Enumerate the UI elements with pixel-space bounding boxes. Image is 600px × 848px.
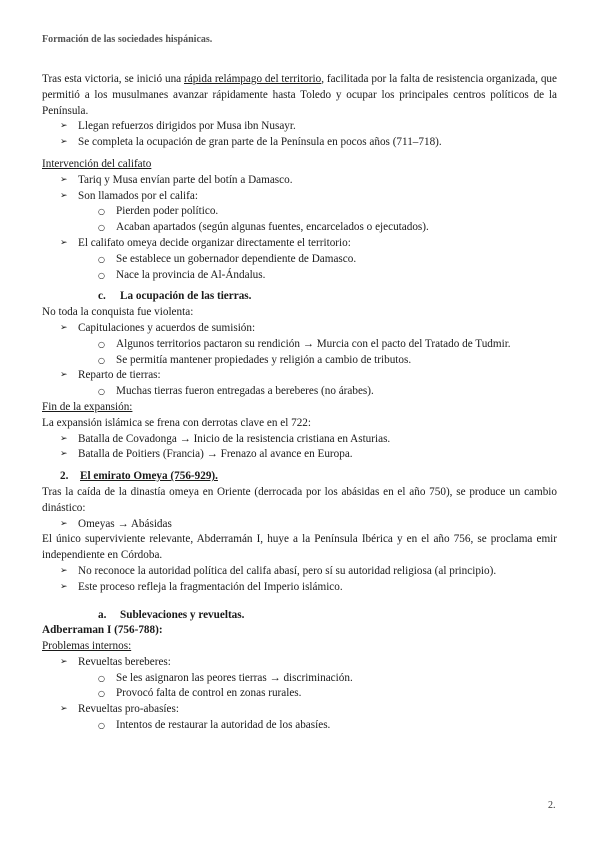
list-item: ➢ El califato omeya decide organizar directamente el territorio: [42,236,557,252]
list-item: ➢ Batalla de Covadonga → Inicio de la resistencia cristiana en Asturias. [42,432,557,448]
ocupacion-intro: No toda la conquista fue violenta: [42,306,194,319]
list-item: ➢ Llegan refuerzos dirigidos por Musa ibn Nusayr. [42,119,557,135]
circle-bullet-icon: ○ [98,689,105,699]
intro-paragraph [42,72,557,119]
sub-list-item: ○ Intentos de restaurar la autoridad de los abasíes. [42,718,557,734]
list-item: ➢ Omeyas → Abásidas [42,517,557,533]
arrow-bullet-icon: ➢ [60,137,68,148]
problems-subtitle: Problemas internos: [42,640,132,653]
list-item: ➢ Se completa la ocupación de gran parte de la Península en pocos años (711–718). [42,135,557,151]
arrow-bullet-icon: ➢ [60,656,68,667]
intro-text-after: , facilitada por la falta de resistencia organizada, que permitió a los musulmanes avanzar rápidamente hasta Toledo y ocupar los principales centros políticos de la Península. [42,73,557,117]
document-body [42,72,557,734]
arrow-bullet-icon: ➢ [60,518,68,529]
emirato-paragraph-1: Tras la caída de la dinastía omeya en Oriente (derrocada por los abásidas en el año 750), se produce un cambio dinástico: [42,485,557,514]
section-heading-sublevaciones: a. Sublevaciones y revueltas. [98,608,245,621]
circle-bullet-icon: ○ [98,207,105,217]
circle-bullet-icon: ○ [98,254,105,264]
circle-bullet-icon: ○ [98,355,105,365]
list-item: ➢ No reconoce la autoridad política del califa abasí, pero sí su autoridad religiosa (al principio). [42,564,557,580]
arrow-bullet-icon: ➢ [60,704,68,715]
fin-subtitle: Fin de la expansión: [42,400,133,413]
arrow-bullet-icon: ➢ [60,581,68,592]
califato-subtitle: Intervención del califato [42,157,152,170]
sub-list-item: ○ Provocó falta de control en zonas rurales. [42,686,557,702]
intro-underlined-text: rápida relámpago del territorio [184,73,322,85]
circle-bullet-icon: ○ [98,387,105,397]
list-item: ➢ Tariq y Musa envían parte del botín a Damasco. [42,173,557,189]
intro-text-before: Tras esta victoria, se inició una [42,73,184,85]
arrow-bullet-icon: ➢ [60,433,68,444]
sub-list-item: ○ Muchas tierras fueron entregadas a bereberes (no árabes). [42,384,557,400]
section-heading-emirato: 2. El emirato Omeya (756-929). [60,470,218,483]
sub-list-item: ○ Se permitía mantener propiedades y religión a cambio de tributos. [42,353,557,369]
arrow-bullet-icon: ➢ [60,174,68,185]
arrow-bullet-icon: ➢ [60,237,68,248]
fin-text: La expansión islámica se frena con derrotas clave en el 722: [42,416,312,429]
arrow-bullet-icon: ➢ [60,322,68,333]
sub-list-item: ○ Algunos territorios pactaron su rendición → Murcia con el pacto del Tratado de Tudmir. [42,337,557,353]
arrow-bullet-icon: ➢ [60,121,68,132]
list-item: ➢ Reparto de tierras: [42,368,557,384]
page-number: 2. [548,800,556,811]
circle-bullet-icon: ○ [98,223,105,233]
circle-bullet-icon: ○ [98,721,105,731]
list-item: ➢ Capitulaciones y acuerdos de sumisión: [42,321,557,337]
sub-list-item: ○ Pierden poder político. [42,204,557,220]
page-header: Formación de las sociedades hispánicas. [42,34,213,45]
list-item: ➢ Revueltas pro-abasíes: [42,702,557,718]
list-item: ➢ Son llamados por el califa: [42,189,557,205]
arrow-bullet-icon: ➢ [60,190,68,201]
arrow-bullet-icon: ➢ [60,565,68,576]
sub-list-item: ○ Nace la provincia de Al-Ándalus. [42,268,557,284]
sub-list-item: ○ Acaban apartados (según algunas fuentes, encarcelados o ejecutados). [42,220,557,236]
circle-bullet-icon: ○ [98,339,105,349]
emirato-paragraph-2: El único superviviente relevante, Abderramán I, huye a la Península Ibérica y en el año 756, se proclama emir independiente en Córdoba. [42,533,557,562]
list-item: ➢ Este proceso refleja la fragmentación del Imperio islámico. [42,580,557,596]
arrow-bullet-icon: ➢ [60,370,68,381]
list-item: ➢ Batalla de Poitiers (Francia) → Frenazo al avance en Europa. [42,447,557,463]
sub-list-item: ○ Se establece un gobernador dependiente de Damasco. [42,252,557,268]
ruler-heading: Adberraman I (756-788): [42,624,163,637]
circle-bullet-icon: ○ [98,673,105,683]
circle-bullet-icon: ○ [98,270,105,280]
sub-list-item: ○ Se les asignaron las peores tierras → discriminación. [42,671,557,687]
section-heading-ocupacion: c. La ocupación de las tierras. [98,290,252,303]
arrow-bullet-icon: ➢ [60,449,68,460]
list-item: ➢ Revueltas bereberes: [42,655,557,671]
